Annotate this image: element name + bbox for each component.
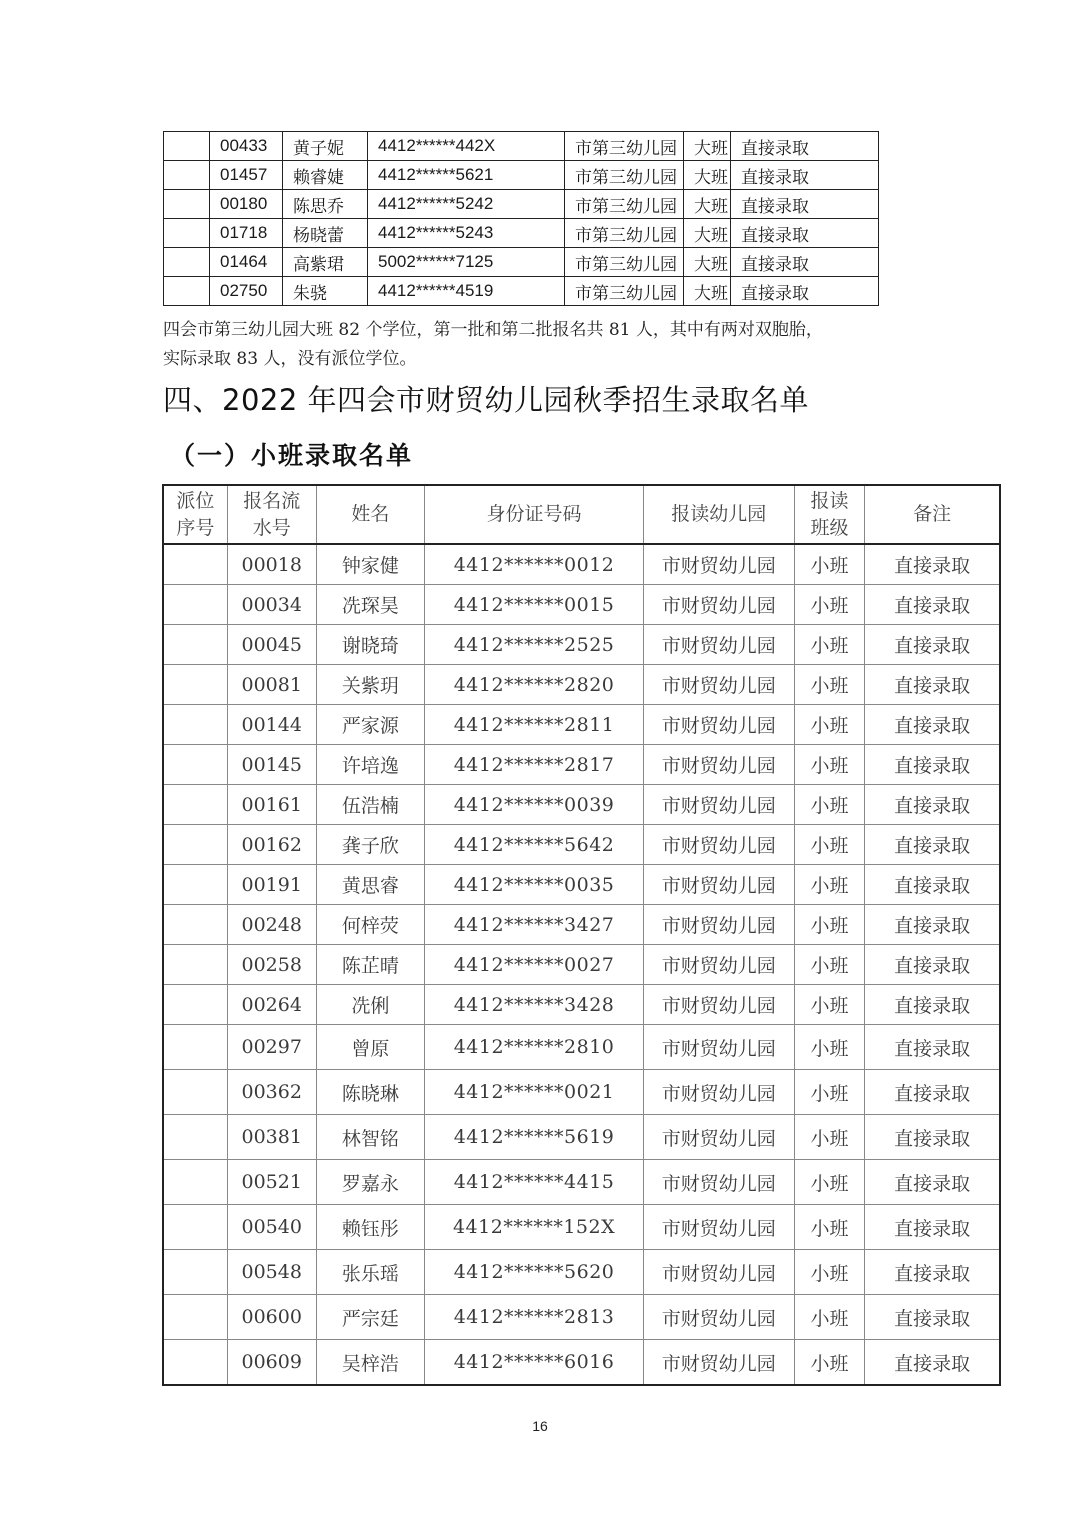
header-remark: 备注 xyxy=(865,485,1000,544)
table-row xyxy=(163,1340,1000,1386)
header-name: 姓名 xyxy=(316,485,425,544)
cell-serial: 00144 xyxy=(227,705,316,745)
cell-kindergarten: 市财贸幼儿园 xyxy=(643,625,794,665)
cell-id-number: 4412******0027 xyxy=(425,945,644,985)
cell-remark: 直接录取 xyxy=(731,248,879,277)
cell-name: 钟家健 xyxy=(316,544,425,585)
cell-name: 关紫玥 xyxy=(316,665,425,705)
cell-name: 黄思睿 xyxy=(316,865,425,905)
cell-name: 赖钰彤 xyxy=(316,1205,425,1250)
cell-class: 小班 xyxy=(794,865,865,905)
cell-name: 赖睿婕 xyxy=(283,161,368,190)
table-row xyxy=(164,277,879,306)
cell-serial: 00362 xyxy=(227,1070,316,1115)
cell-name: 吴梓浩 xyxy=(316,1340,425,1386)
table-row xyxy=(163,785,1000,825)
cell-serial: 00297 xyxy=(227,1025,316,1070)
cell-seq xyxy=(163,705,227,745)
table-row xyxy=(163,1025,1000,1070)
table-row xyxy=(163,985,1000,1025)
cell-seq xyxy=(163,1340,227,1386)
cell-kindergarten: 市财贸幼儿园 xyxy=(643,705,794,745)
cell-class: 小班 xyxy=(794,544,865,585)
header-serial: 报名流 水号 xyxy=(227,485,316,544)
header-class: 报读 班级 xyxy=(794,485,865,544)
cell-seq xyxy=(163,785,227,825)
table-row xyxy=(163,825,1000,865)
cell-seq xyxy=(163,665,227,705)
cell-name: 何梓荧 xyxy=(316,905,425,945)
cell-remark: 直接录取 xyxy=(865,945,1000,985)
cell-class: 小班 xyxy=(794,1340,865,1386)
cell-id-number: 4412******5619 xyxy=(425,1115,644,1160)
cell-seq xyxy=(164,277,210,306)
cell-kindergarten: 市财贸幼儿园 xyxy=(643,785,794,825)
table-row xyxy=(163,625,1000,665)
cell-kindergarten: 市财贸幼儿园 xyxy=(643,1250,794,1295)
cell-serial: 01718 xyxy=(210,219,283,248)
cell-class: 大班 xyxy=(684,248,731,277)
cell-kindergarten: 市财贸幼儿园 xyxy=(643,985,794,1025)
cell-seq xyxy=(164,132,210,161)
cell-seq xyxy=(163,1070,227,1115)
table-row xyxy=(163,945,1000,985)
cell-name: 严家源 xyxy=(316,705,425,745)
cell-class: 小班 xyxy=(794,905,865,945)
cell-id-number: 4412******4415 xyxy=(425,1160,644,1205)
continued-admission-table xyxy=(163,131,879,306)
table-row xyxy=(164,161,879,190)
cell-seq xyxy=(163,544,227,585)
cell-name: 罗嘉永 xyxy=(316,1160,425,1205)
cell-serial: 00180 xyxy=(210,190,283,219)
cell-id-number: 4412******442X xyxy=(368,132,565,161)
cell-serial: 00018 xyxy=(227,544,316,585)
cell-kindergarten: 市财贸幼儿园 xyxy=(643,585,794,625)
table-row xyxy=(163,544,1000,585)
cell-seq xyxy=(163,1295,227,1340)
cell-remark: 直接录取 xyxy=(865,985,1000,1025)
table-row xyxy=(163,1070,1000,1115)
cell-remark: 直接录取 xyxy=(865,665,1000,705)
cell-kindergarten: 市财贸幼儿园 xyxy=(643,1340,794,1386)
table-row xyxy=(164,219,879,248)
cell-remark: 直接录取 xyxy=(865,1115,1000,1160)
cell-class: 小班 xyxy=(794,1115,865,1160)
cell-seq xyxy=(163,585,227,625)
cell-serial: 00161 xyxy=(227,785,316,825)
cell-id-number: 4412******2811 xyxy=(425,705,644,745)
table-row xyxy=(163,1160,1000,1205)
cell-id-number: 4412******5621 xyxy=(368,161,565,190)
cell-serial: 00521 xyxy=(227,1160,316,1205)
cell-serial: 00433 xyxy=(210,132,283,161)
cell-id-number: 4412******5642 xyxy=(425,825,644,865)
cell-class: 大班 xyxy=(684,161,731,190)
cell-kindergarten: 市财贸幼儿园 xyxy=(643,665,794,705)
cell-name: 陈芷晴 xyxy=(316,945,425,985)
cell-seq xyxy=(163,745,227,785)
cell-class: 小班 xyxy=(794,745,865,785)
cell-class: 大班 xyxy=(684,132,731,161)
cell-kindergarten: 市财贸幼儿园 xyxy=(643,745,794,785)
cell-kindergarten: 市财贸幼儿园 xyxy=(643,1070,794,1115)
table-row xyxy=(163,1250,1000,1295)
cell-id-number: 4412******6016 xyxy=(425,1340,644,1386)
sub-heading: （一）小班录取名单 xyxy=(170,441,414,470)
cell-seq xyxy=(164,190,210,219)
cell-remark: 直接录取 xyxy=(865,905,1000,945)
cell-serial: 00248 xyxy=(227,905,316,945)
cell-remark: 直接录取 xyxy=(865,785,1000,825)
cell-id-number: 4412******0039 xyxy=(425,785,644,825)
cell-name: 冼琛昊 xyxy=(316,585,425,625)
header-kindergarten: 报读幼儿园 xyxy=(643,485,794,544)
cell-class: 小班 xyxy=(794,945,865,985)
cell-class: 大班 xyxy=(684,219,731,248)
cell-id-number: 4412******2813 xyxy=(425,1295,644,1340)
table-row xyxy=(164,248,879,277)
cell-class: 小班 xyxy=(794,625,865,665)
cell-name: 朱骁 xyxy=(283,277,368,306)
cell-serial: 01457 xyxy=(210,161,283,190)
cell-class: 大班 xyxy=(684,190,731,219)
table-row xyxy=(163,865,1000,905)
cell-class: 小班 xyxy=(794,1160,865,1205)
cell-class: 小班 xyxy=(794,585,865,625)
cell-remark: 直接录取 xyxy=(731,277,879,306)
cell-remark: 直接录取 xyxy=(865,705,1000,745)
cell-remark: 直接录取 xyxy=(731,161,879,190)
cell-id-number: 4412******5243 xyxy=(368,219,565,248)
cell-kindergarten: 市财贸幼儿园 xyxy=(643,1295,794,1340)
cell-kindergarten: 市财贸幼儿园 xyxy=(643,544,794,585)
cell-kindergarten: 市财贸幼儿园 xyxy=(643,1205,794,1250)
cell-class: 小班 xyxy=(794,705,865,745)
cell-class: 小班 xyxy=(794,825,865,865)
cell-class: 小班 xyxy=(794,985,865,1025)
cell-id-number: 4412******0021 xyxy=(425,1070,644,1115)
cell-remark: 直接录取 xyxy=(865,625,1000,665)
cell-kindergarten: 市第三幼儿园 xyxy=(565,277,684,306)
cell-id-number: 5002******7125 xyxy=(368,248,565,277)
cell-remark: 直接录取 xyxy=(865,865,1000,905)
cell-remark: 直接录取 xyxy=(865,544,1000,585)
cell-kindergarten: 市财贸幼儿园 xyxy=(643,1115,794,1160)
cell-id-number: 4412******0035 xyxy=(425,865,644,905)
cell-class: 小班 xyxy=(794,1070,865,1115)
table-row xyxy=(163,1115,1000,1160)
cell-serial: 00191 xyxy=(227,865,316,905)
cell-class: 小班 xyxy=(794,1205,865,1250)
cell-remark: 直接录取 xyxy=(865,585,1000,625)
cell-id-number: 4412******3427 xyxy=(425,905,644,945)
summary-note xyxy=(163,316,923,374)
cell-serial: 00034 xyxy=(227,585,316,625)
cell-name: 严宗廷 xyxy=(316,1295,425,1340)
cell-kindergarten: 市第三幼儿园 xyxy=(565,219,684,248)
cell-kindergarten: 市第三幼儿园 xyxy=(565,161,684,190)
cell-id-number: 4412******152X xyxy=(425,1205,644,1250)
table-row xyxy=(163,1205,1000,1250)
cell-seq xyxy=(163,1025,227,1070)
cell-remark: 直接录取 xyxy=(865,1295,1000,1340)
table-header-row xyxy=(163,485,1000,544)
header-id-number: 身份证号码 xyxy=(425,485,644,544)
table-row xyxy=(164,190,879,219)
page-number: 16 xyxy=(532,1418,548,1434)
cell-serial: 00600 xyxy=(227,1295,316,1340)
cell-id-number: 4412******2810 xyxy=(425,1025,644,1070)
cell-seq xyxy=(164,248,210,277)
cell-id-number: 4412******5620 xyxy=(425,1250,644,1295)
cell-serial: 00081 xyxy=(227,665,316,705)
cell-serial: 00540 xyxy=(227,1205,316,1250)
cell-serial: 00162 xyxy=(227,825,316,865)
cell-name: 杨晓蕾 xyxy=(283,219,368,248)
cell-kindergarten: 市第三幼儿园 xyxy=(565,190,684,219)
note-line-2: 实际录取 83 人，没有派位学位。 xyxy=(163,349,417,369)
cell-name: 冼俐 xyxy=(316,985,425,1025)
cell-class: 小班 xyxy=(794,785,865,825)
cell-seq xyxy=(163,1250,227,1295)
cell-name: 伍浩楠 xyxy=(316,785,425,825)
cell-class: 小班 xyxy=(794,1295,865,1340)
cell-name: 陈思乔 xyxy=(283,190,368,219)
cell-seq xyxy=(163,1115,227,1160)
cell-remark: 直接录取 xyxy=(865,1070,1000,1115)
cell-remark: 直接录取 xyxy=(865,1205,1000,1250)
cell-serial: 00264 xyxy=(227,985,316,1025)
table-row xyxy=(163,745,1000,785)
cell-name: 陈晓琳 xyxy=(316,1070,425,1115)
cell-name: 张乐瑶 xyxy=(316,1250,425,1295)
cell-remark: 直接录取 xyxy=(865,745,1000,785)
cell-kindergarten: 市财贸幼儿园 xyxy=(643,905,794,945)
cell-class: 小班 xyxy=(794,1025,865,1070)
cell-remark: 直接录取 xyxy=(865,1025,1000,1070)
cell-seq xyxy=(163,865,227,905)
cell-seq xyxy=(163,985,227,1025)
cell-name: 曾原 xyxy=(316,1025,425,1070)
cell-kindergarten: 市财贸幼儿园 xyxy=(643,865,794,905)
table-row xyxy=(163,905,1000,945)
cell-id-number: 4412******2820 xyxy=(425,665,644,705)
cell-seq xyxy=(163,825,227,865)
table-row xyxy=(163,1295,1000,1340)
cell-serial: 00145 xyxy=(227,745,316,785)
cell-serial: 02750 xyxy=(210,277,283,306)
cell-id-number: 4412******4519 xyxy=(368,277,565,306)
cell-name: 黄子妮 xyxy=(283,132,368,161)
header-seq: 派位 序号 xyxy=(163,485,227,544)
cell-kindergarten: 市财贸幼儿园 xyxy=(643,825,794,865)
cell-id-number: 4412******0015 xyxy=(425,585,644,625)
cell-name: 谢晓琦 xyxy=(316,625,425,665)
cell-seq xyxy=(163,1160,227,1205)
cell-name: 龚子欣 xyxy=(316,825,425,865)
section-heading: 四、2022 年四会市财贸幼儿园秋季招生录取名单 xyxy=(163,383,810,417)
cell-serial: 01464 xyxy=(210,248,283,277)
cell-serial: 00381 xyxy=(227,1115,316,1160)
note-line-1: 四会市第三幼儿园大班 82 个学位，第一批和第二批报名共 81 人，其中有两对双胞胎， xyxy=(163,320,823,340)
table-row xyxy=(163,585,1000,625)
cell-remark: 直接录取 xyxy=(865,1340,1000,1386)
cell-kindergarten: 市财贸幼儿园 xyxy=(643,1025,794,1070)
cell-class: 大班 xyxy=(684,277,731,306)
cell-remark: 直接录取 xyxy=(731,190,879,219)
cell-id-number: 4412******0012 xyxy=(425,544,644,585)
cell-serial: 00258 xyxy=(227,945,316,985)
cell-name: 林智铭 xyxy=(316,1115,425,1160)
cell-kindergarten: 市第三幼儿园 xyxy=(565,248,684,277)
cell-id-number: 4412******2525 xyxy=(425,625,644,665)
cell-remark: 直接录取 xyxy=(865,825,1000,865)
cell-seq xyxy=(164,161,210,190)
cell-name: 许培逸 xyxy=(316,745,425,785)
cell-serial: 00045 xyxy=(227,625,316,665)
cell-kindergarten: 市第三幼儿园 xyxy=(565,132,684,161)
cell-remark: 直接录取 xyxy=(865,1250,1000,1295)
cell-serial: 00548 xyxy=(227,1250,316,1295)
cell-class: 小班 xyxy=(794,1250,865,1295)
cell-seq xyxy=(163,905,227,945)
small-class-admission-table xyxy=(162,484,1001,1386)
cell-remark: 直接录取 xyxy=(865,1160,1000,1205)
cell-remark: 直接录取 xyxy=(731,219,879,248)
table-row xyxy=(163,665,1000,705)
cell-seq xyxy=(163,1205,227,1250)
cell-kindergarten: 市财贸幼儿园 xyxy=(643,1160,794,1205)
cell-id-number: 4412******5242 xyxy=(368,190,565,219)
cell-remark: 直接录取 xyxy=(731,132,879,161)
cell-id-number: 4412******2817 xyxy=(425,745,644,785)
cell-serial: 00609 xyxy=(227,1340,316,1386)
table-row xyxy=(164,132,879,161)
cell-seq xyxy=(163,945,227,985)
cell-class: 小班 xyxy=(794,665,865,705)
table-row xyxy=(163,705,1000,745)
cell-kindergarten: 市财贸幼儿园 xyxy=(643,945,794,985)
cell-id-number: 4412******3428 xyxy=(425,985,644,1025)
cell-name: 高紫珺 xyxy=(283,248,368,277)
cell-seq xyxy=(163,625,227,665)
cell-seq xyxy=(164,219,210,248)
